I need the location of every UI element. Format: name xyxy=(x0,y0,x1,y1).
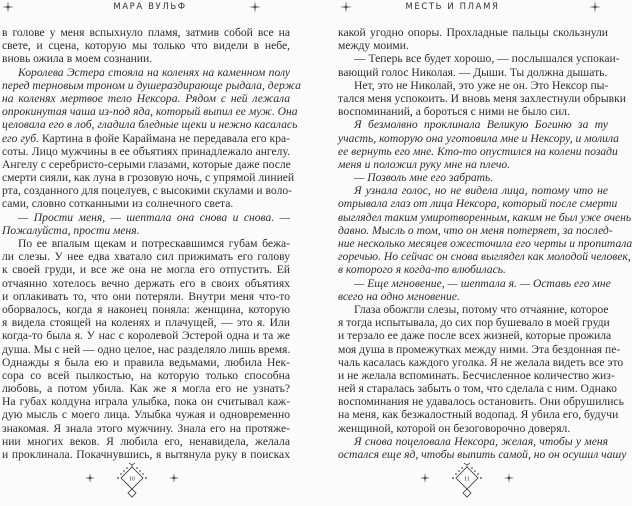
body-text xyxy=(338,26,632,461)
star-ornament-icon xyxy=(249,1,261,13)
line-text: Картина в фойе Караймана не передавала его кра- xyxy=(38,131,290,145)
line-text: и оплакивать то, что они потеряли. Внутри меня что-то xyxy=(2,289,290,303)
line-text: горечью. Но сейчас он снова выглядел как молодой человек, xyxy=(338,250,631,264)
text-line xyxy=(338,39,608,52)
line-text: на меня, как безжалостный водопад. Я убила его, будучи xyxy=(338,408,619,422)
text-line xyxy=(2,448,290,461)
line-text: остался еще яд, чтобы выпить самой, но он осушил чашу xyxy=(338,448,627,461)
line-text: знакомая. Я знала этого мужчину. Знала его на протяже- xyxy=(2,421,290,435)
text-line xyxy=(338,342,621,356)
text-line xyxy=(2,329,290,342)
text-line xyxy=(338,316,608,329)
text-line xyxy=(338,131,619,145)
text-line xyxy=(338,79,608,92)
text-line xyxy=(338,448,627,461)
text-line xyxy=(2,263,290,276)
text-line xyxy=(338,435,608,448)
text-line xyxy=(2,52,290,65)
line-text: в которого я когда-то влюбилась. xyxy=(338,263,506,277)
text-line xyxy=(2,356,290,369)
line-text: и проклинала. Покачнувшись, я вытянула руку в поисках xyxy=(2,448,290,461)
line-text: дую мысль с моего лица. Улыбка чужая и одновременно xyxy=(2,408,290,422)
line-text: меня и положил руку мне на плечо. xyxy=(338,157,511,171)
line-text: — Прости меня, — шептала она снова и снова. — xyxy=(18,210,290,224)
line-text: душа. Мы с ней — одно целое, нас разделяло лишь время. xyxy=(2,342,291,356)
text-line xyxy=(2,132,290,145)
line-text: выглядел таким умиротворенным, каким не был уже очень xyxy=(338,210,632,224)
page-number-ornament xyxy=(77,462,187,506)
line-text: участь, которую она уготовила мне и Нексору, и молила xyxy=(338,131,619,145)
text-line xyxy=(2,118,298,132)
text-line xyxy=(338,66,608,79)
text-line xyxy=(338,263,608,276)
page-number: 11 xyxy=(464,476,470,483)
text-line xyxy=(338,355,624,369)
line-text: Нет, это не Николай, это уже не он. Это Нексор пы- xyxy=(354,78,609,92)
text-line xyxy=(338,237,632,250)
text-line xyxy=(338,105,608,118)
text-line xyxy=(338,382,617,396)
line-text: сора со всей пылкостью, на которую только способна xyxy=(2,368,290,382)
text-line xyxy=(2,171,295,185)
line-text: На губах колдуна играла улыбка, пока он считывал каж- xyxy=(2,395,290,409)
text-line xyxy=(338,250,631,264)
text-line xyxy=(2,78,301,92)
line-text: отрывала глаз от лица Нексора, который после смерти xyxy=(338,197,618,211)
line-text: ней я старалась забыть о том, что сделала с ним. Однако xyxy=(338,382,617,396)
line-text: отчаянно хотелось вечно держать его в своих объятиях xyxy=(2,276,290,290)
line-text: моя душа в промежутках между ними. Эта бездонная пе- xyxy=(338,342,621,356)
text-line xyxy=(2,26,290,39)
text-line xyxy=(338,329,612,343)
line-text: смерти сияли, как луна в грозовую ночь, с упрямой линией xyxy=(2,171,295,185)
line-text: вающий голос Николая. — Дыши. Ты должна дышать. xyxy=(338,65,608,79)
text-line xyxy=(338,276,611,290)
line-text: Глаза обожгли слезы, потому что отчаяние, которое xyxy=(354,302,609,316)
line-text: чаль касалась каждого уголка. Я не желала видеть все это xyxy=(338,355,624,369)
text-line xyxy=(2,105,298,119)
line-text: и терзало ее даже после всех жизней, которые прожила xyxy=(338,329,612,343)
line-text: любовь, а потом убила. Как же я могла его не узнать? xyxy=(2,382,290,396)
line-text: опрокинутая чаша из-под яда, который выпил ее муж. Она xyxy=(2,105,298,119)
line-text: между моими. xyxy=(338,39,409,53)
text-line xyxy=(2,290,290,303)
text-line xyxy=(338,290,608,303)
body-text xyxy=(2,26,301,461)
text-line xyxy=(2,277,290,290)
page-number-ornament xyxy=(412,462,522,506)
line-text: — Позволь мне его забрать. xyxy=(354,171,494,185)
text-line xyxy=(338,26,608,39)
line-text: на коленях мертвое тело Нексора. Рядом с ней лежала xyxy=(2,91,290,105)
text-line xyxy=(2,66,290,79)
text-line xyxy=(338,303,608,316)
text-line xyxy=(338,171,608,184)
text-line xyxy=(2,422,290,435)
line-text: свете, и сцена, которую мы только что видели в небе, xyxy=(2,39,290,53)
text-line xyxy=(338,395,624,409)
text-line xyxy=(2,382,290,395)
right-page xyxy=(300,0,632,506)
text-line xyxy=(2,92,290,105)
text-line xyxy=(2,158,290,171)
line-text: воспоминаний, а бороться с ними не было сил. xyxy=(338,105,570,119)
text-line xyxy=(338,144,618,158)
line-text: — Теперь все будет хорошо, — послышался успокаи- xyxy=(354,52,620,66)
star-ornament-icon xyxy=(589,1,601,13)
star-ornament-icon xyxy=(340,1,352,13)
line-text: Ангелу с серебристо-серыми глазами, которые даже после xyxy=(2,157,291,171)
line-text: рта, созданного для поцелуев, с высокими скулами и воло- xyxy=(2,184,293,198)
text-line xyxy=(2,197,290,210)
text-line xyxy=(338,408,619,422)
line-text: когда-то была я. У нас с королевой Эстерой одна и та же xyxy=(2,329,290,343)
line-text: оборвалось, когда я наконец поняла: женщина, которую xyxy=(2,302,290,316)
line-text: женщиной, которой он безоговорочно доверял. xyxy=(338,421,571,435)
text-line xyxy=(2,211,290,224)
line-text: я видела стоящей на коленях и плачущей, — это я. Или xyxy=(2,316,290,330)
text-line xyxy=(2,224,290,237)
line-text: перед терновым троном и душераздирающе рыдала, держа xyxy=(2,78,301,92)
line-text: сами, словно сотканными из солнечного света. xyxy=(2,197,234,211)
left-page xyxy=(0,0,300,506)
running-head: МЕСТЬ И ПЛАМЯ xyxy=(405,2,500,12)
text-line xyxy=(2,343,290,356)
line-text: Я узнала голос, но не видела лица, потому что не xyxy=(354,184,608,198)
text-line xyxy=(2,145,290,158)
line-text: тался меня успокоить. И вновь меня захлестнули обрывки xyxy=(338,91,626,105)
text-line xyxy=(338,368,615,382)
text-line xyxy=(338,210,632,224)
text-line xyxy=(2,184,293,198)
page-number: 10 xyxy=(129,476,135,483)
line-text: целовала его в лоб, гладила бледные щеки и нежно касалась xyxy=(2,118,298,132)
line-text: вновь ожила в моем сознании. xyxy=(2,52,153,66)
line-text: соты. Лицо мужчины в ее объятиях принадлежало ангелу. xyxy=(2,144,290,158)
text-line xyxy=(338,91,626,105)
line-text: давно. Мысль о том, что он меня потеряет, за послед- xyxy=(338,223,613,237)
line-text: ее вернуть его мне. Кто-то опустился на колени позади xyxy=(338,144,618,158)
line-text: Пожалуйста, прости меня. xyxy=(2,223,140,237)
text-line xyxy=(338,52,620,66)
line-text: Я снова поцеловала Нексора, желая, чтобы у меня xyxy=(354,434,608,448)
text-line xyxy=(2,237,290,250)
line-text: ли слезы. У нее едва хватало сил прижимать его голову xyxy=(2,250,290,264)
text-line xyxy=(2,408,290,421)
text-line xyxy=(2,369,290,382)
line-text: в голове у меня вспыхнуло пламя, затмив собой все на xyxy=(2,26,290,39)
text-line xyxy=(2,435,290,448)
line-text: нии многих веков. Я любила его, ненавидела, желала xyxy=(2,434,290,448)
star-ornament-icon xyxy=(2,1,14,13)
line-text: Королева Эстера стояла на коленях на каменном полу xyxy=(18,65,290,79)
text-line xyxy=(338,197,618,211)
line-text: к своей груди, и все же она не могла его отпустить. Ей xyxy=(2,263,290,277)
text-line xyxy=(338,184,608,197)
line-text: всего на одно мгновение. xyxy=(338,289,460,303)
line-text: воспоминания не удавалось остановить. Они обрушились xyxy=(338,395,624,409)
text-line xyxy=(338,118,608,131)
line-text: я тогда испытывала, до сих пор бушевало в моей груди xyxy=(338,316,610,330)
text-line xyxy=(2,39,290,52)
line-text: Однажды я была ею и правила ведьмами, любила Нек- xyxy=(2,355,290,369)
line-text: — Еще мгновение, — шептала я. — Оставь его мне xyxy=(354,276,611,290)
text-line xyxy=(2,250,290,263)
text-line xyxy=(338,422,608,435)
line-text: какой угодно опоры. Прохладные пальцы скользнули xyxy=(338,26,608,39)
text-line xyxy=(2,303,290,316)
line-text: ние несколько месяцев ожесточила его черты и пропитала xyxy=(338,237,632,250)
running-head: МАРА ВУЛЬФ xyxy=(113,2,187,12)
line-text: Я безмолвно проклинала Великую Богиню за ту xyxy=(354,118,608,132)
italic-fragment: его губ. xyxy=(2,131,39,145)
text-line xyxy=(2,316,290,329)
text-line xyxy=(338,158,608,171)
text-line xyxy=(2,395,290,408)
line-text: По ее впалым щекам и потрескавшимся губам бежа- xyxy=(18,237,290,250)
text-line xyxy=(338,223,613,237)
line-text: и не желала вспоминать. Бесчисленное количество жиз- xyxy=(338,368,615,382)
